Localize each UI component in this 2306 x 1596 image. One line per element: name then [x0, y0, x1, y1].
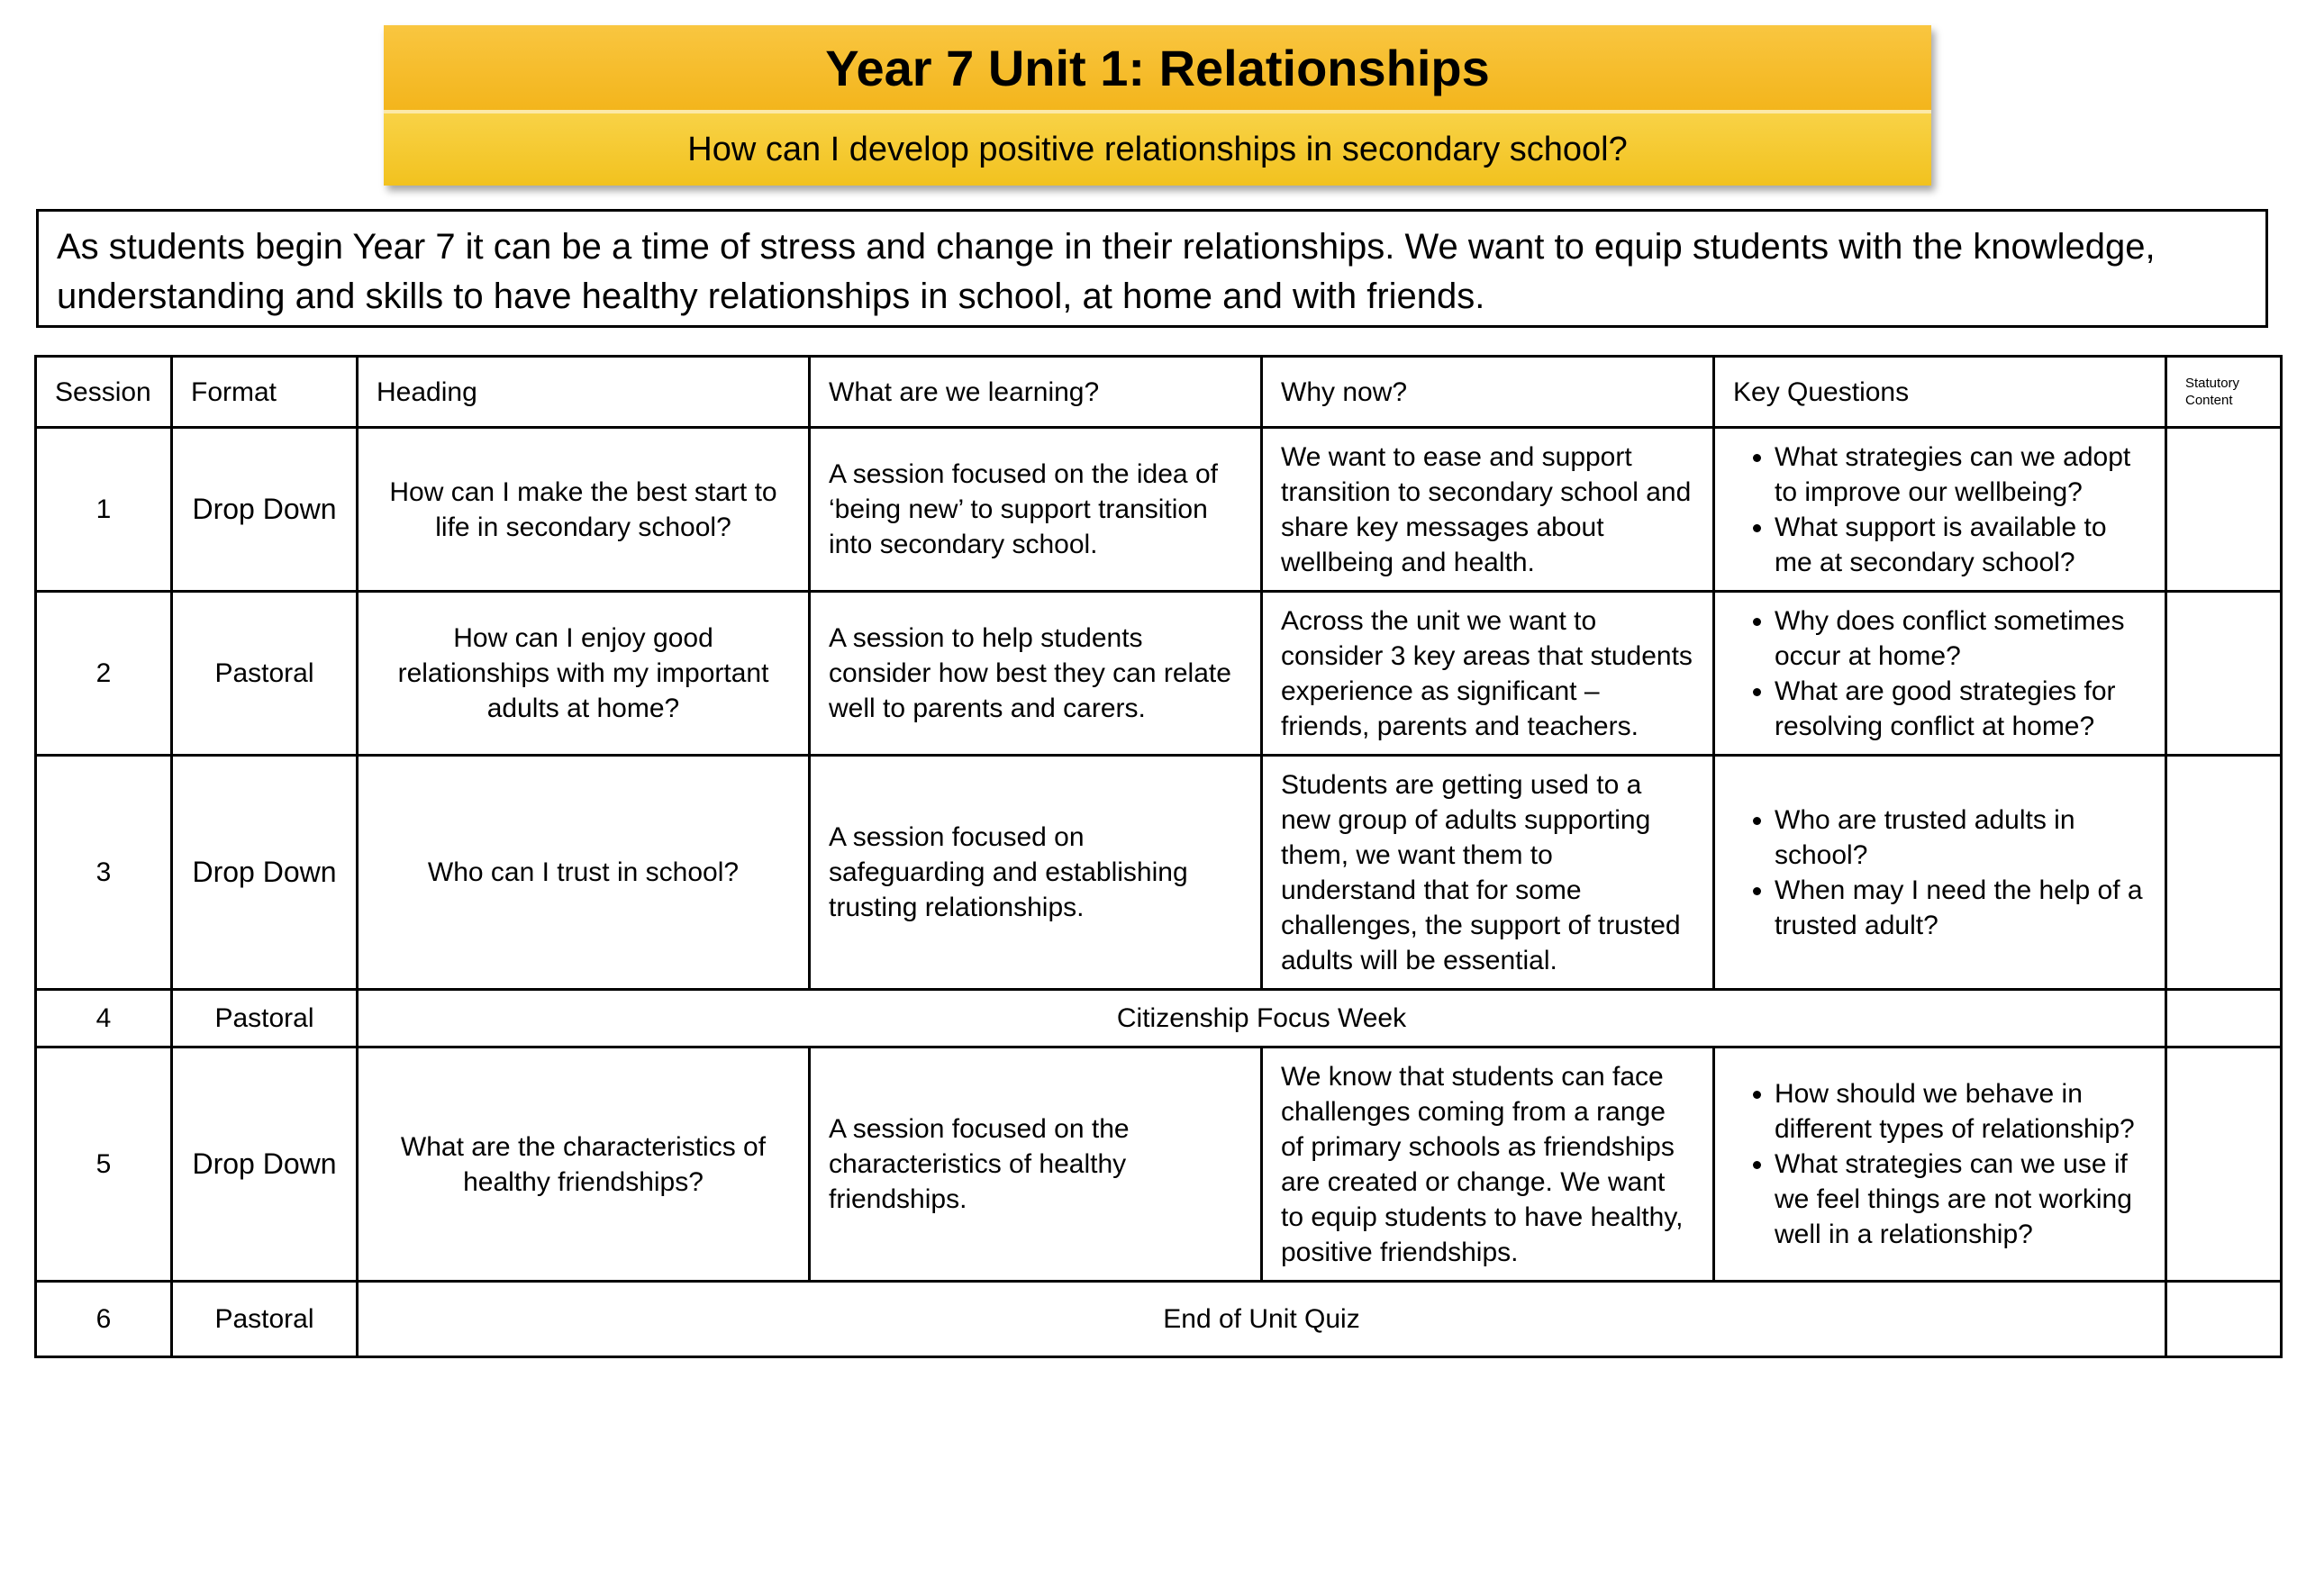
table-row [36, 592, 2282, 756]
session-learning: A session focused on the characteristics of healthy friendships. [810, 1047, 1262, 1282]
session-merged-title: End of Unit Quiz [358, 1282, 2166, 1357]
header-why-now: Why now? [1262, 357, 1714, 428]
session-why-now: We want to ease and support transition to secondary school and share key messages about wellbeing and health. [1262, 428, 1714, 592]
header-statutory-content: Statutory Content [2166, 357, 2282, 428]
key-question: • How should we behave in different types of relationship? [1775, 1076, 2147, 1147]
session-heading: How can I make the best start to life in secondary school? [358, 428, 810, 592]
session-format: Pastoral [172, 990, 358, 1047]
session-number: 4 [36, 990, 172, 1047]
session-learning: A session focused on safeguarding and establishing trusting relationships. [810, 756, 1262, 990]
session-key-questions [1714, 592, 2166, 756]
session-heading: Who can I trust in school? [358, 756, 810, 990]
session-format: Drop Down [172, 1047, 358, 1282]
table-row [36, 1047, 2282, 1282]
key-question: • What strategies can we adopt to improve our wellbeing? [1775, 440, 2147, 510]
key-question: • When may I need the help of a trusted adult? [1775, 873, 2147, 943]
session-learning: A session focused on the idea of ‘being new’ to support transition into secondary school. [810, 428, 1262, 592]
table-row [36, 990, 2282, 1047]
session-key-questions [1714, 1047, 2166, 1282]
session-number: 5 [36, 1047, 172, 1282]
table-row [36, 428, 2282, 592]
session-number: 6 [36, 1282, 172, 1357]
page-subtitle: How can I develop positive relationships in secondary school? [384, 113, 1931, 186]
key-question: • What are good strategies for resolving conflict at home? [1775, 674, 2147, 744]
intro-text: As students begin Year 7 it can be a time of stress and change in their relationships. We want to equip students with the knowledge, understanding and skills to have healthy relationships in school, at home and with friends. [36, 209, 2268, 328]
session-why-now: Students are getting used to a new group of adults supporting them, we want them to understand that for some challenges, the support of trusted adults will be essential. [1262, 756, 1714, 990]
session-format: Pastoral [172, 592, 358, 756]
session-why-now: Across the unit we want to consider 3 key areas that students experience as significant – friends, parents and teachers. [1262, 592, 1714, 756]
unit-plan-table [34, 355, 2283, 1358]
table-row [36, 756, 2282, 990]
title-banner [384, 25, 1931, 186]
session-number: 1 [36, 428, 172, 592]
key-question: • What support is available to me at secondary school? [1775, 510, 2147, 580]
session-heading: What are the characteristics of healthy friendships? [358, 1047, 810, 1282]
session-key-questions [1714, 756, 2166, 990]
header-session: Session [36, 357, 172, 428]
statutory-cell [2166, 1047, 2282, 1282]
key-question: • Why does conflict sometimes occur at home? [1775, 603, 2147, 674]
statutory-cell [2166, 1282, 2282, 1357]
session-heading: How can I enjoy good relationships with my important adults at home? [358, 592, 810, 756]
header-heading: Heading [358, 357, 810, 428]
header-key-questions: Key Questions [1714, 357, 2166, 428]
header-row [36, 357, 2282, 428]
header-learning: What are we learning? [810, 357, 1262, 428]
key-question: • What strategies can we use if we feel things are not working well in a relationship? [1775, 1147, 2147, 1252]
statutory-cell [2166, 990, 2282, 1047]
session-key-questions [1714, 428, 2166, 592]
session-number: 3 [36, 756, 172, 990]
statutory-cell [2166, 756, 2282, 990]
table-row [36, 1282, 2282, 1357]
session-why-now: We know that students can face challenges coming from a range of primary schools as friendships are created or change. We want to equip students to have healthy, positive friendships. [1262, 1047, 1714, 1282]
session-learning: A session to help students consider how best they can relate well to parents and carers. [810, 592, 1262, 756]
statutory-cell [2166, 592, 2282, 756]
header-format: Format [172, 357, 358, 428]
session-format: Drop Down [172, 428, 358, 592]
session-format: Drop Down [172, 756, 358, 990]
session-number: 2 [36, 592, 172, 756]
statutory-cell [2166, 428, 2282, 592]
session-merged-title: Citizenship Focus Week [358, 990, 2166, 1047]
page-title: Year 7 Unit 1: Relationships [384, 25, 1931, 110]
session-format: Pastoral [172, 1282, 358, 1357]
key-question: • Who are trusted adults in school? [1775, 803, 2147, 873]
